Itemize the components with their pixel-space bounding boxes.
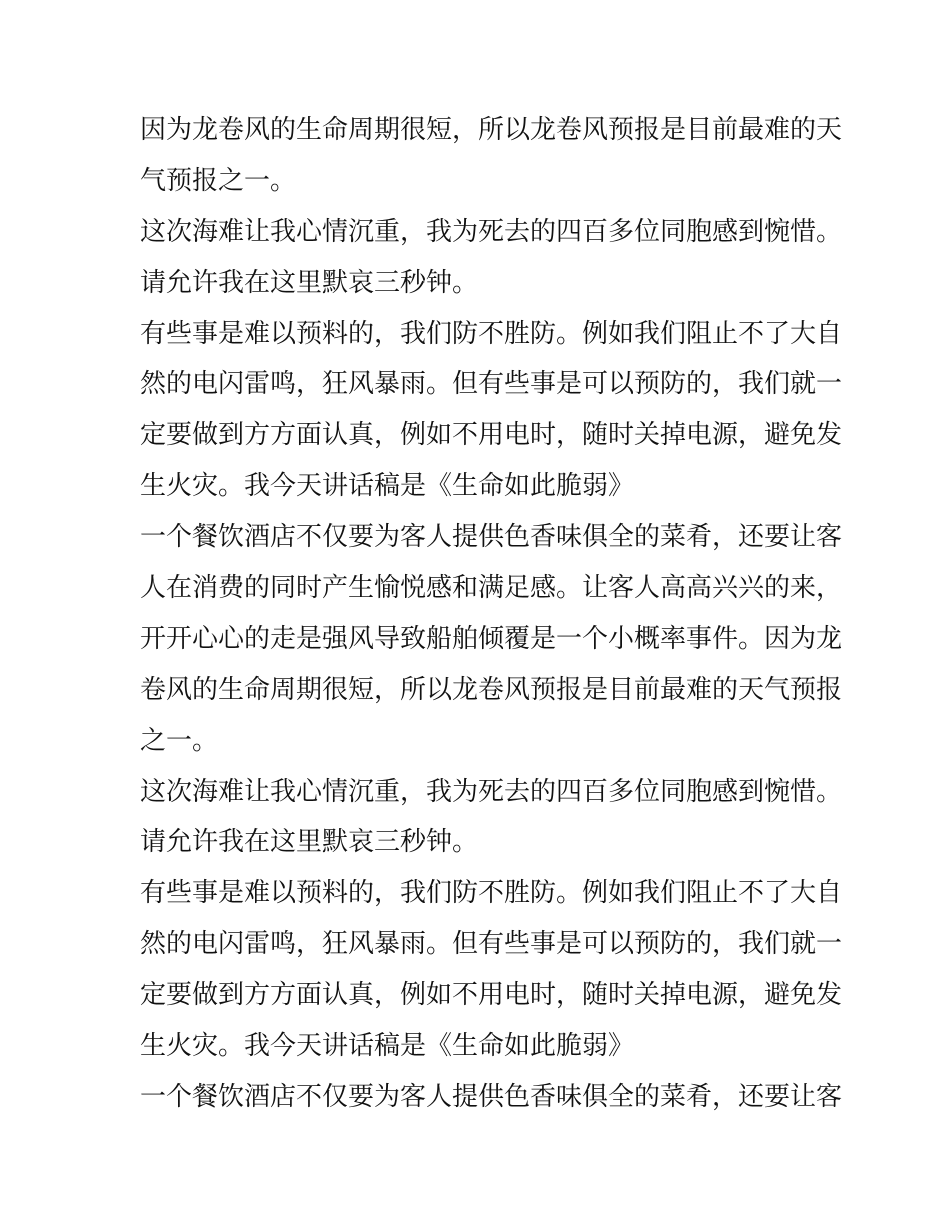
- text-line: 人在消费的同时产生愉悦感和满足感。让客人高高兴兴的来，: [140, 573, 843, 604]
- text-line: 生火灾。我今天讲话稿是《生命如此脆弱》: [140, 1031, 635, 1062]
- text-line: 这次海难让我心情沉重，我为死去的四百多位同胞感到惋惜。: [140, 216, 843, 247]
- text-line: 定要做到方方面认真，例如不用电时，随时关掉电源，避免发: [140, 420, 843, 451]
- text-line: 开开心心的走是强风导致船舶倾覆是一个小概率事件。因为龙: [140, 623, 843, 654]
- text-line: 生火灾。我今天讲话稿是《生命如此脆弱》: [140, 471, 635, 502]
- text-line: 请允许我在这里默哀三秒钟。: [140, 827, 479, 858]
- document-body: [140, 105, 843, 1123]
- text-line: 一个餐饮酒店不仅要为客人提供色香味俱全的菜肴，还要让客: [140, 522, 843, 553]
- text-line: 之一。: [140, 725, 219, 756]
- text-line: 有些事是难以预料的，我们防不胜防。例如我们阻止不了大自: [140, 318, 843, 349]
- text-line: 定要做到方方面认真，例如不用电时，随时关掉电源，避免发: [140, 980, 843, 1011]
- text-line: 有些事是难以预料的，我们防不胜防。例如我们阻止不了大自: [140, 878, 843, 909]
- text-line: 因为龙卷风的生命周期很短，所以龙卷风预报是目前最难的天: [140, 115, 843, 145]
- text-line: 请允许我在这里默哀三秒钟。: [140, 267, 479, 298]
- text-line: 气预报之一。: [140, 165, 297, 196]
- text-line: 然的电闪雷鸣，狂风暴雨。但有些事是可以预防的，我们就一: [140, 929, 843, 960]
- text-line: 一个餐饮酒店不仅要为客人提供色香味俱全的菜肴，还要让客: [140, 1081, 843, 1112]
- text-line: 卷风的生命周期很短，所以龙卷风预报是目前最难的天气预报: [140, 674, 843, 705]
- text-line: 这次海难让我心情沉重，我为死去的四百多位同胞感到惋惜。: [140, 776, 843, 807]
- text-line: 然的电闪雷鸣，狂风暴雨。但有些事是可以预防的，我们就一: [140, 369, 843, 400]
